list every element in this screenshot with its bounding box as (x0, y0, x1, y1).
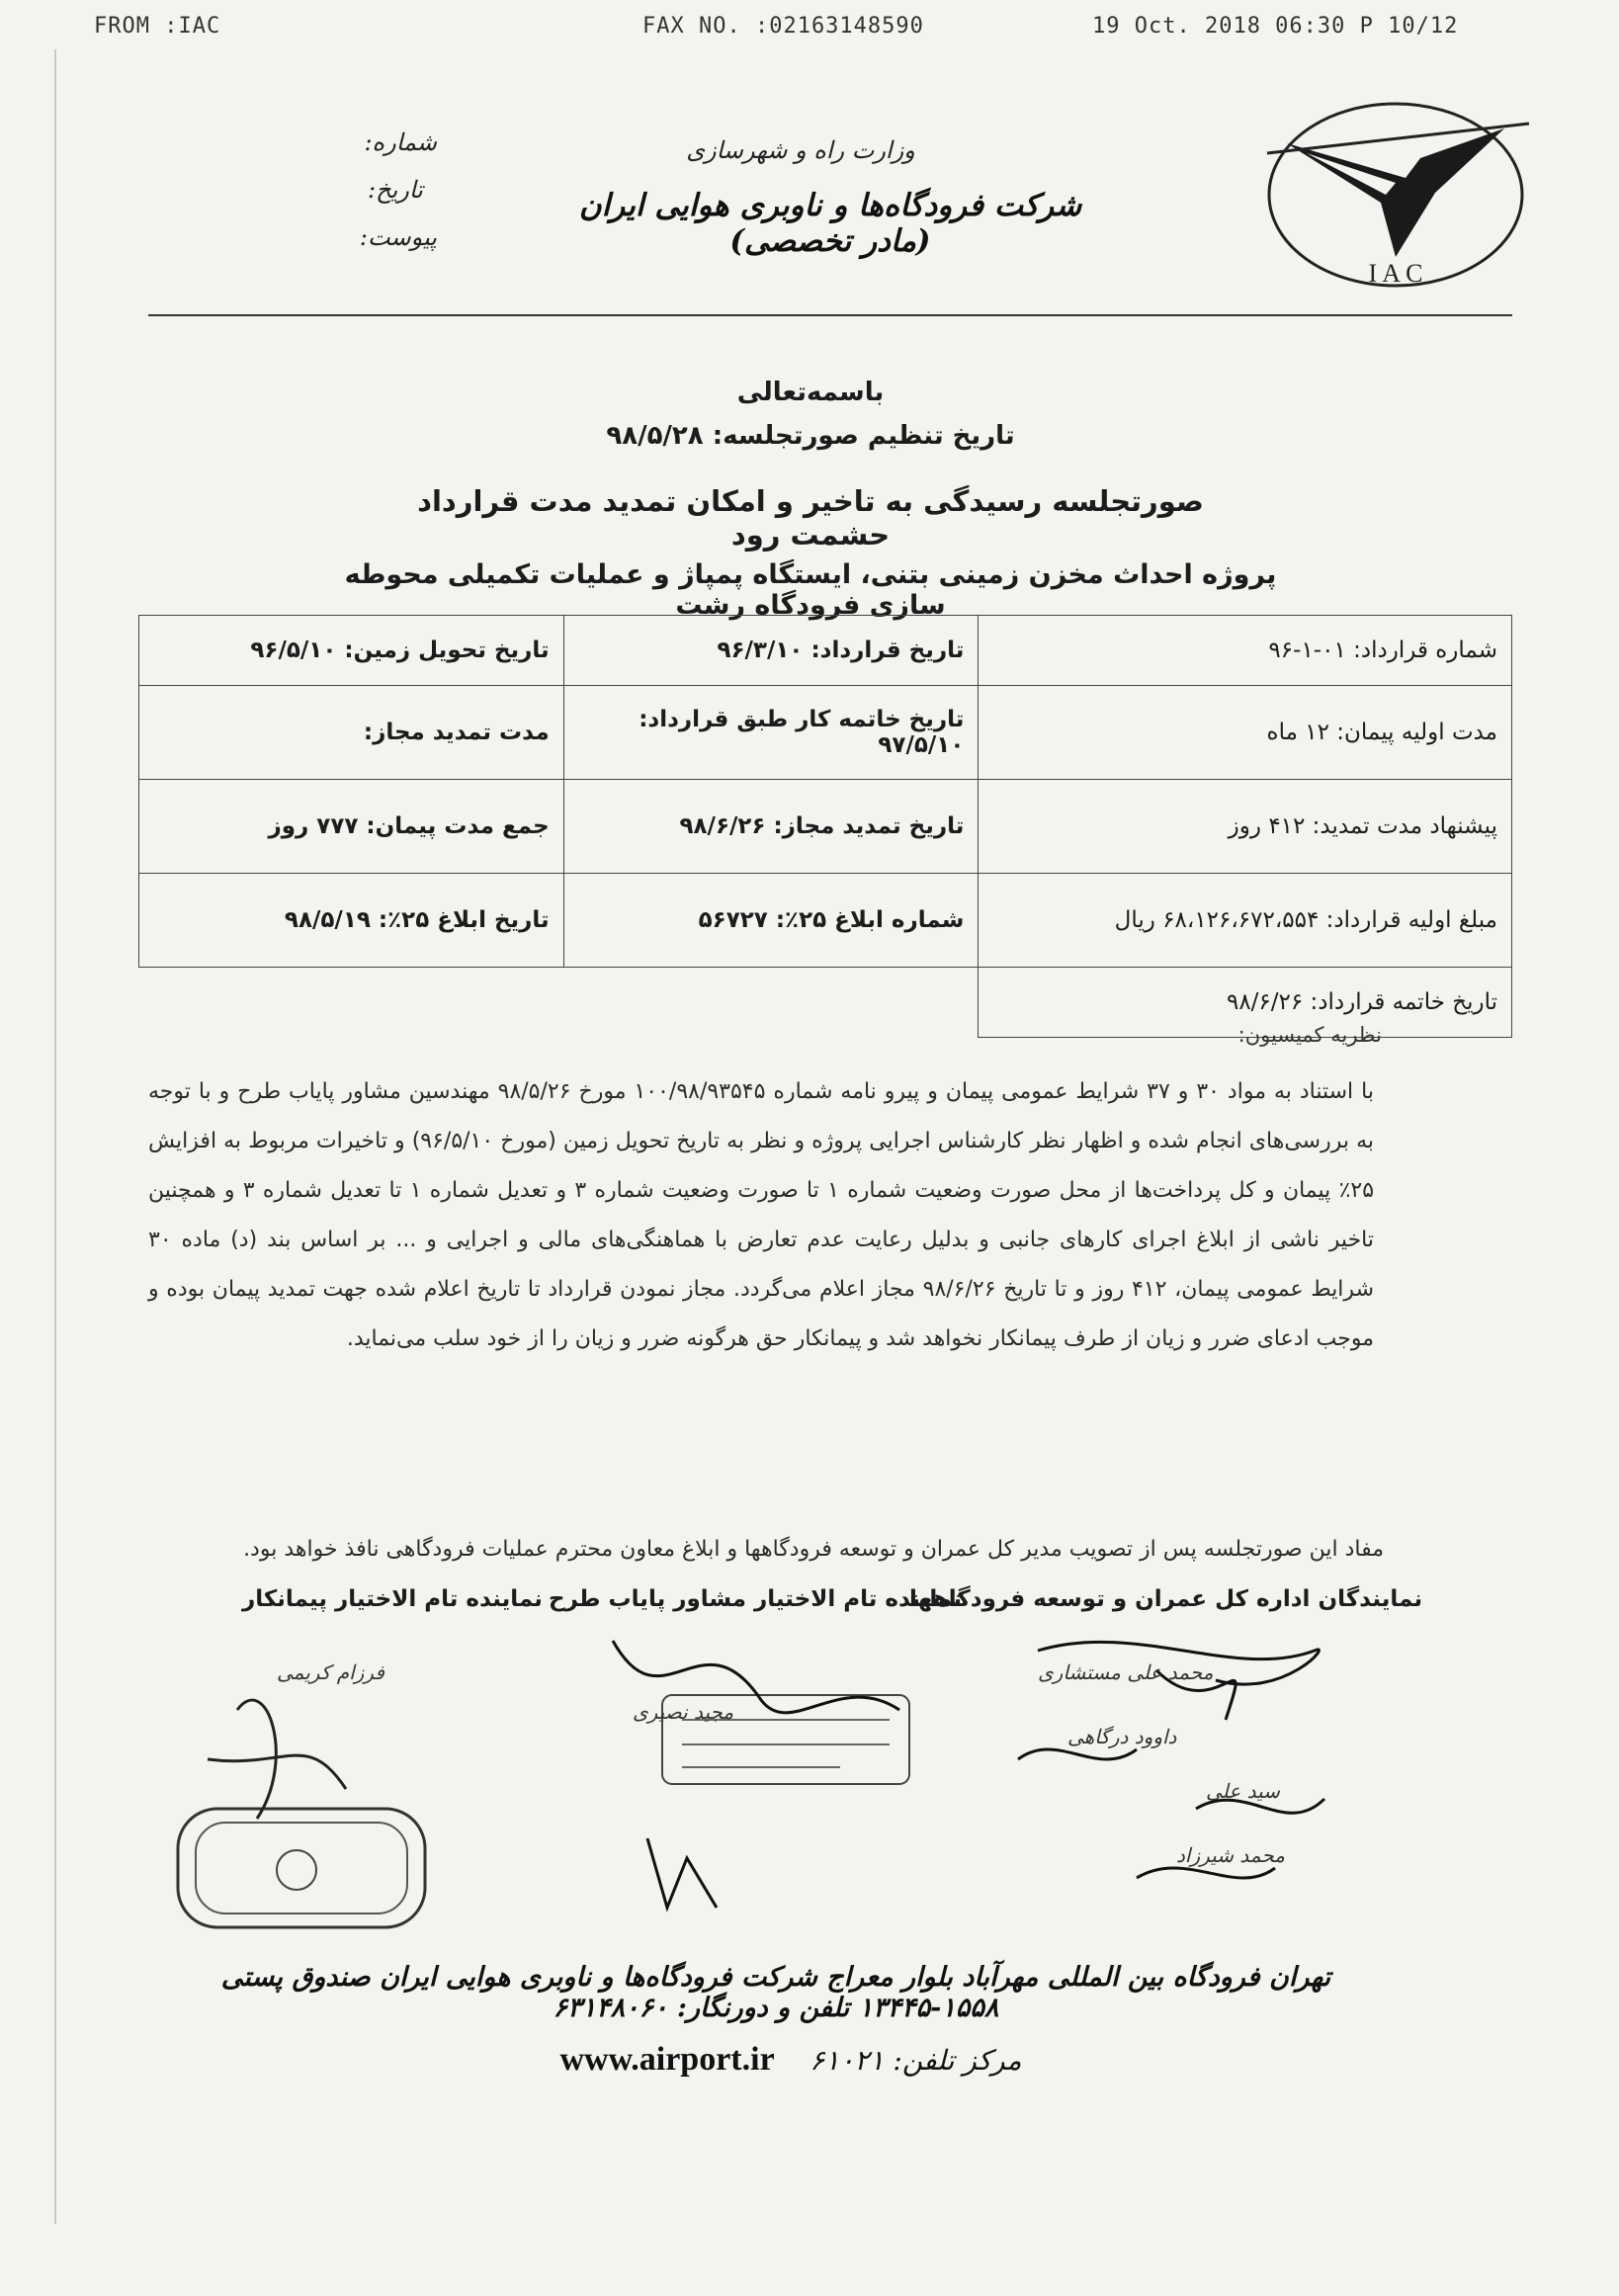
document-title: صورتجلسه رسیدگی به تاخیر و امکان تمدید مدت قرارداد حشمت رود (417, 484, 1204, 552)
notice-number-text: شماره ابلاغ ۲۵٪: ۵۶۷۲۷ (698, 907, 965, 933)
contract-info-table (138, 615, 1512, 1038)
project-title: پروژه احداث مخزن زمینی بتنی، ایستگاه پمپاژ و عملیات تکمیلی محوطه سازی فرودگاه رشت (344, 559, 1277, 621)
approval-note: مفاد این صورتجلسه پس از تصویب مدیر کل عمران و توسعه فرودگاهها و ابلاغ معاون محترم عملیات فرودگاهی نافذ خواهد بود. (243, 1537, 1384, 1562)
iac-logo-icon (1247, 84, 1544, 301)
dev-signatory-1: محمد علی مستشاری (1038, 1660, 1214, 1684)
logo-text: I A C (1368, 259, 1423, 288)
empty-cell (139, 968, 979, 1038)
table-row (139, 616, 1512, 686)
end-date-text: تاریخ خاتمه کار طبق قرارداد: ۹۷/۵/۱۰ (639, 707, 965, 758)
contract-date-cell (563, 616, 979, 686)
extension-date-cell (563, 780, 979, 874)
notice-date-cell (139, 874, 564, 968)
footer-contact (524, 2041, 1058, 2079)
end-date-cell (563, 686, 979, 780)
fax-datetime-page: 19 Oct. 2018 06:30 P 10/12 (1092, 14, 1459, 39)
initial-duration-cell: مدت اولیه پیمان: ۱۲ ماه (979, 686, 1512, 780)
bismillah-heading: باسمه‌تعالی (736, 378, 885, 407)
total-duration-cell (139, 780, 564, 874)
number-label: شماره: (364, 128, 437, 156)
notice-number-cell (563, 874, 979, 968)
contractor-signatory-label: نماینده تام الاختیار پیمانکار (242, 1586, 543, 1612)
consultant-stamp-icon (613, 1641, 909, 1908)
remarks-label: نظریه کمیسیون: (1237, 1023, 1382, 1047)
dev-signatory-3: سید علی (1206, 1779, 1280, 1803)
contract-number-cell: شماره قرارداد: ۰۱-۱-۹۶ (979, 616, 1512, 686)
letterhead-divider (148, 314, 1512, 316)
contract-date-text: تاریخ قرارداد: ۹۶/۳/۱۰ (717, 638, 965, 663)
company-name: شرکت فرودگاه‌ها و ناوبری هوایی ایران (مادر تخصصی) (578, 188, 1082, 259)
delivery-date-text: تاریخ تحویل زمین: ۹۶/۵/۱۰ (250, 638, 550, 663)
footer-address: تهران فرودگاه بین المللی مهرآباد بلوار معراج شرکت فرودگاه‌ها و ناوبری هوایی ایران صندوق پستی ۱۵۵۸-۱۳۴۴۵ تلفن و دورنگار: ۶۳۱۴۸۰۶۰ (220, 1962, 1331, 2023)
extension-date-text: تاریخ تمدید مجاز: ۹۸/۶/۲۶ (679, 813, 965, 839)
allowed-extension-text: مدت تمدید مجاز: (363, 720, 550, 745)
notice-date-text: تاریخ ابلاغ ۲۵٪: ۹۸/۵/۱۹ (284, 907, 550, 933)
allowed-extension-cell (139, 686, 564, 780)
initial-amount-cell: مبلغ اولیه قرارداد: ۶۸،۱۲۶،۶۷۲،۵۵۴ ریال (979, 874, 1512, 968)
footer-website-link[interactable]: www.airport.ir (559, 2041, 775, 2078)
fax-number: FAX NO. :02163148590 (642, 14, 924, 39)
contract-end-cell: تاریخ خاتمه قرارداد: ۹۸/۶/۲۶ (979, 968, 1512, 1038)
attachment-label: پیوست: (359, 223, 437, 251)
table-row (139, 874, 1512, 968)
minutes-date: تاریخ تنظیم صورتجلسه: ۹۸/۵/۲۸ (606, 421, 1015, 451)
total-duration-text: جمع مدت پیمان: ۷۷۷ روز (268, 813, 550, 839)
consultant-signatory-label: نماینده تام الاختیار مشاور پایاب طرح (549, 1586, 963, 1612)
commission-opinion-paragraph: با استناد به مواد ۳۰ و ۳۷ شرایط عمومی پیمان و پیرو نامه شماره ۱۰۰/۹۸/۹۳۵۴۵ مورخ ۹۸/۵/۲۶ مهندسین مشاور پایاب طرح و با توجه به بررسی‌های انجام شده و اظهار نظر کارشناس اجرایی پروژه و نظر به تاریخ تحویل زمین (مورخ ۹۶/۵/۱۰) و تاخیرات مربوط به افزایش ۲۵٪ پیمان و کل پرداخت‌ها از محل صورت وضعیت شماره ۱ تا صورت وضعیت شماره ۳ و تعدیل شماره ۱ تا تعدیل شماره ۳ و همچنین تاخیر ناشی از ابلاغ اجرای کارهای جانبی و بدلیل رعایت عدم تعارض با هماهنگی‌های مالی و اجرایی و ... بر اساس بند (د) ماده ۳۰ شرایط عمومی پیمان، ۴۱۲ روز و تا تاریخ ۹۸/۶/۲۶ مجاز اعلام می‌گردد. مجاز نمودن قرارداد تا تاریخ اعلام شده جهت تمدید پیمان بوده و موجب ادعای ضرر و زیان از طرف پیمانکار نخواهد شد و پیمانکار حق هرگونه ضرر و زیان را از خود سلب می‌نماید. (148, 1079, 1375, 1351)
footer-switchboard: مرکز تلفن: ۶۱۰۲۱ (810, 2044, 1022, 2077)
fax-from: FROM :IAC (94, 14, 221, 39)
contractor-stamp-icon (178, 1700, 425, 1927)
contractor-name: فرزام کریمی (277, 1660, 384, 1684)
ministry-name: وزارت راه و شهرسازی (686, 136, 915, 164)
delivery-date-cell (139, 616, 564, 686)
table-row (139, 686, 1512, 780)
dev-signatory-4: محمد شیرزاد (1176, 1843, 1285, 1867)
scan-edge-line (54, 49, 56, 2224)
table-row (139, 780, 1512, 874)
development-signatory-label: نمایندگان اداره کل عمران و توسعه فرودگاهها (909, 1586, 1423, 1612)
proposed-extension-cell: پیشنهاد مدت تمدید: ۴۱۲ روز (979, 780, 1512, 874)
date-label: تاریخ: (368, 176, 423, 204)
consultant-name: مجید نصیری (633, 1700, 734, 1724)
dev-signatory-2: داوود درگاهی (1067, 1725, 1177, 1748)
